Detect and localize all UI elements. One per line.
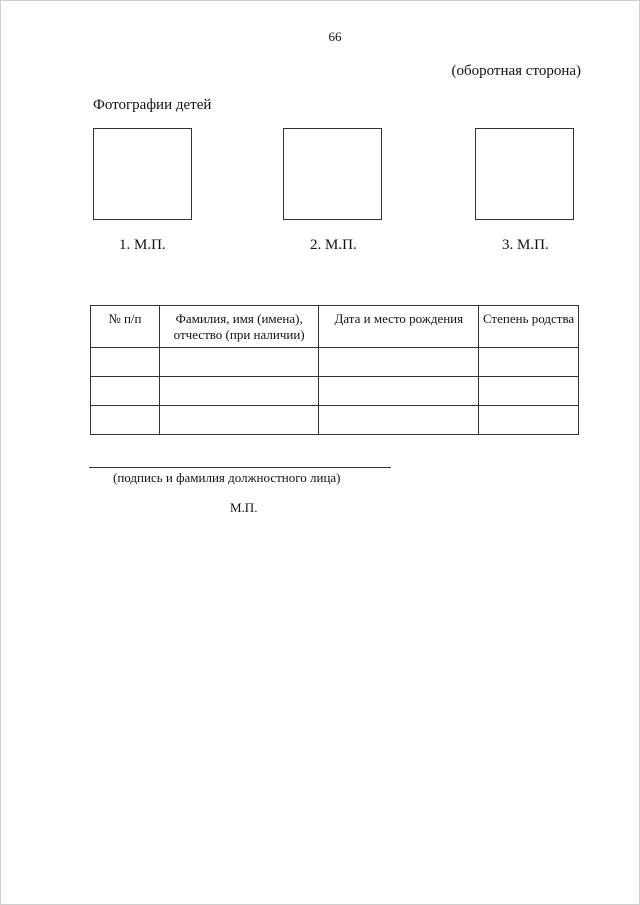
table-cell [319, 348, 479, 377]
table-row [91, 406, 579, 435]
table-header-row [91, 306, 579, 348]
photo-label-2: 2. М.П. [310, 237, 357, 253]
signature-line [89, 467, 391, 468]
table-cell [479, 348, 579, 377]
photo-label-3: 3. М.П. [502, 237, 549, 253]
photo-placeholder-3 [475, 128, 574, 220]
photos-heading: Фотографии детей [93, 97, 212, 113]
column-header-number: № п/п [91, 306, 160, 348]
reverse-side-note: (оборотная сторона) [451, 63, 581, 79]
photo-label-1: 1. М.П. [119, 237, 166, 253]
table-row [91, 348, 579, 377]
table-cell [479, 377, 579, 406]
table-cell [91, 348, 160, 377]
table-cell [91, 377, 160, 406]
table-cell [319, 377, 479, 406]
children-table [90, 305, 579, 435]
column-header-full-name: Фамилия, имя (имена), отчество (при наличии) [159, 306, 319, 348]
stamp-label: М.П. [230, 500, 258, 515]
column-header-birth-date-place: Дата и место рождения [319, 306, 479, 348]
photo-placeholder-1 [93, 128, 192, 220]
photo-placeholder-2 [283, 128, 382, 220]
table-cell [479, 406, 579, 435]
table-cell [159, 348, 319, 377]
page-number: 66 [328, 29, 342, 44]
table-row [91, 377, 579, 406]
table-cell [159, 406, 319, 435]
signature-caption: (подпись и фамилия должностного лица) [113, 470, 341, 485]
table-cell [319, 406, 479, 435]
table-cell [91, 406, 160, 435]
column-header-relationship: Степень родства [479, 306, 579, 348]
table-cell [159, 377, 319, 406]
